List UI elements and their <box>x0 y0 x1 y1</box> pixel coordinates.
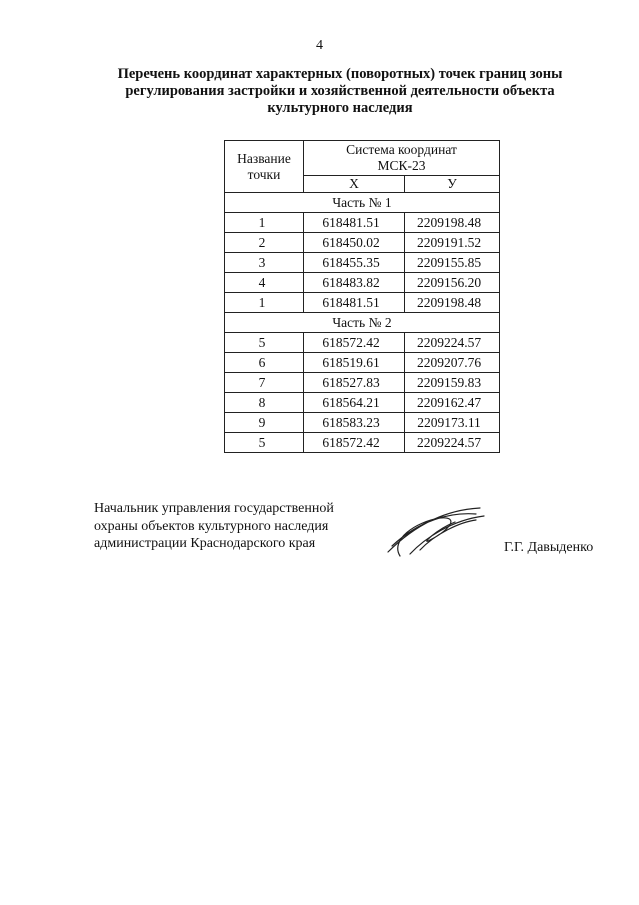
part-row <box>225 313 500 333</box>
y-column-header: У <box>405 176 500 193</box>
x-coordinate: 618450.02 <box>304 233 405 253</box>
table-row <box>225 393 500 413</box>
title-line-2: регулирования застройки и хозяйственной деятельности объекта <box>125 83 555 99</box>
table-row <box>225 213 500 233</box>
x-coordinate: 618572.42 <box>304 333 405 353</box>
point-number: 3 <box>225 253 304 273</box>
x-coordinate: 618583.23 <box>304 413 405 433</box>
position-line-3: администрации Краснодарского края <box>94 536 316 551</box>
table-row <box>225 293 500 313</box>
coordinate-system-header <box>304 141 500 176</box>
point-name-header <box>225 141 304 193</box>
y-coordinate: 2209173.11 <box>405 413 500 433</box>
point-number: 4 <box>225 273 304 293</box>
y-coordinate: 2209191.52 <box>405 233 500 253</box>
point-number: 5 <box>225 433 304 453</box>
x-coordinate: 618455.35 <box>304 253 405 273</box>
part-label: Часть № 1 <box>225 193 500 213</box>
point-name-header-line1: Название <box>237 150 291 166</box>
table-row <box>225 433 500 453</box>
title-line-1: Перечень координат характерных (поворотных) точек границ зоны <box>117 66 563 82</box>
y-coordinate: 2209198.48 <box>405 213 500 233</box>
y-coordinate: 2209156.20 <box>405 273 500 293</box>
y-coordinate: 2209224.57 <box>405 433 500 453</box>
coordinates-table <box>224 140 500 453</box>
coordinate-system-line1: Система координат <box>346 142 457 157</box>
table-row <box>225 333 500 353</box>
y-coordinate: 2209198.48 <box>405 293 500 313</box>
table-row <box>225 373 500 393</box>
signatory-position <box>94 500 334 553</box>
table-row <box>225 253 500 273</box>
x-coordinate: 618519.61 <box>304 353 405 373</box>
point-number: 7 <box>225 373 304 393</box>
table-row <box>225 353 500 373</box>
y-coordinate: 2209207.76 <box>405 353 500 373</box>
part-label: Часть № 2 <box>225 313 500 333</box>
x-coordinate: 618564.21 <box>304 393 405 413</box>
position-line-2: охраны объектов культурного наследия <box>94 518 329 534</box>
x-coordinate: 618527.83 <box>304 373 405 393</box>
x-coordinate: 618483.82 <box>304 273 405 293</box>
part-row <box>225 193 500 213</box>
x-coordinate: 618481.51 <box>304 213 405 233</box>
point-number: 5 <box>225 333 304 353</box>
table-body <box>225 193 500 453</box>
table-row <box>225 273 500 293</box>
point-number: 8 <box>225 393 304 413</box>
point-number: 1 <box>225 213 304 233</box>
point-name-header-line2: точки <box>247 166 281 182</box>
y-coordinate: 2209159.83 <box>405 373 500 393</box>
handwritten-signature <box>380 500 490 560</box>
page-number: 4 <box>316 38 323 53</box>
x-coordinate: 618572.42 <box>304 433 405 453</box>
point-number: 6 <box>225 353 304 373</box>
title-line-3: культурного наследия <box>267 100 413 116</box>
y-coordinate: 2209155.85 <box>405 253 500 273</box>
position-line-1: Начальник управления государственной <box>94 501 334 516</box>
y-coordinate: 2209224.57 <box>405 333 500 353</box>
y-coordinate: 2209162.47 <box>405 393 500 413</box>
coordinate-system-line2: МСК-23 <box>377 158 426 173</box>
point-number: 9 <box>225 413 304 433</box>
table-row <box>225 233 500 253</box>
document-title <box>100 66 580 117</box>
x-coordinate: 618481.51 <box>304 293 405 313</box>
point-number: 2 <box>225 233 304 253</box>
table-row <box>225 413 500 433</box>
point-number: 1 <box>225 293 304 313</box>
signer-name: Г.Г. Давыденко <box>504 540 594 555</box>
x-column-header: Х <box>304 176 405 193</box>
